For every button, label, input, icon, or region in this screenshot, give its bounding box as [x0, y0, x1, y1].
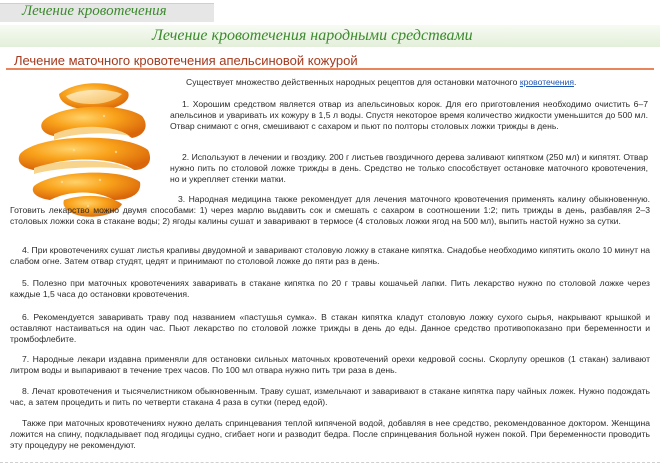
intro-paragraph	[186, 77, 648, 88]
paragraph-3: 3. Народная медицина также рекомендует для лечения маточного кровотечения применять калину обыкновенную. Готовить лекарство можно двумя способами: 1) через марлю выдавить сок и смешать с сахаром в соотношении 1:2; пить трижды в день, разбавляя 2–3 столовых ложки сока в стакане воды; 2) ягоды калины сушат и заваривают в термосе (4 столовых ложки ягод на 500 мл), выпить настой нужно за сутки.	[10, 194, 650, 227]
paragraph-4: 4. При кровотечениях сушат листья крапивы двудомной и заваривают столовую ложку в стакане кипятка. Снадобье необходимо кипятить около 10 минут на слабом огне. Затем отвар студят, цедят и принимают по столовой ложке до пяти раз в день.	[10, 245, 650, 267]
paragraph-7: 7. Народные лекари издавна применяли для остановки сильных маточных кровотечений орехи кедровой сосны. Скорлупу орешков (1 стакан) заливают литром воды и выпаривают в течение трех часов. По 100 мл отвара нужно пить три раза в день.	[10, 354, 650, 376]
paragraph-2: 2. Используют в лечении и гвоздику. 200 г листьев гвоздичного дерева заливают кипятком (250 мл) и кипятят. Отвар нужно пить по столовой ложке трижды в день. Средство не только способствует остановке маточного кровотечения, но и укрепляет стенки матки.	[170, 152, 648, 185]
article-title: Лечение маточного кровотечения апельсиновой кожурой	[14, 53, 358, 68]
section-title: Лечение кровотечения народными средствами	[152, 27, 473, 44]
paragraph-9: Также при маточных кровотечениях нужно делать спринцевания теплой кипяченой водой, добавляя в нее средство, рекомендованное доктором. Женщина ложится на спину, подкладывает под ягодицы судно, сгибает ноги и разводит бедра. После спринцевания больной нужен покой. При беременности проводить эту процедуру не рекомендуют.	[10, 418, 650, 451]
paragraph-1: 1. Хорошим средством является отвар из апельсиновых корок. Для его приготовления необходимо очистить 6–7 апельсинов и уваривать их кожуру в 1,5 л воды. Спустя некоторое время количество жидкости уменьшится до 500 мл. Отвар снимают с огня, смешивают с сахаром и пьют по полторы столовых ложки трижды в день.	[170, 99, 648, 132]
intro-end: .	[573, 77, 577, 87]
paragraph-6: 6. Рекомендуется заваривать траву под названием «пастушья сумка». В стакан кипятка кладут столовую ложку сухого сырья, накрывают крышкой и оставляют настаиваться на один час. Пьют лекарство по столовой ложке трижды в день до еды. Данное средство противопоказано при беременности и тромбофлебите.	[10, 312, 650, 345]
paragraph-5: 5. Полезно при маточных кровотечениях заваривать в стакане кипятка по 20 г травы кошачьей лапки. Пить лекарство нужно по столовой ложке через каждые 1,5 часа до остановки кровотечения.	[10, 278, 650, 300]
bleeding-link[interactable]: кровотечения	[519, 77, 574, 87]
site-title[interactable]: Лечение кровотечения	[22, 3, 167, 19]
intro-text: Существует множество действенных народных рецептов для остановки маточного	[186, 77, 520, 87]
bottom-divider	[0, 462, 660, 470]
paragraph-8: 8. Лечат кровотечения и тысячелистником обыкновенным. Траву сушат, измельчают и заваривают в стакане кипятка пару чайных ложек. Нужно подождать час, а затем процедить и пить по четверти стакана 4 раза в сутки (перед едой).	[10, 386, 650, 408]
